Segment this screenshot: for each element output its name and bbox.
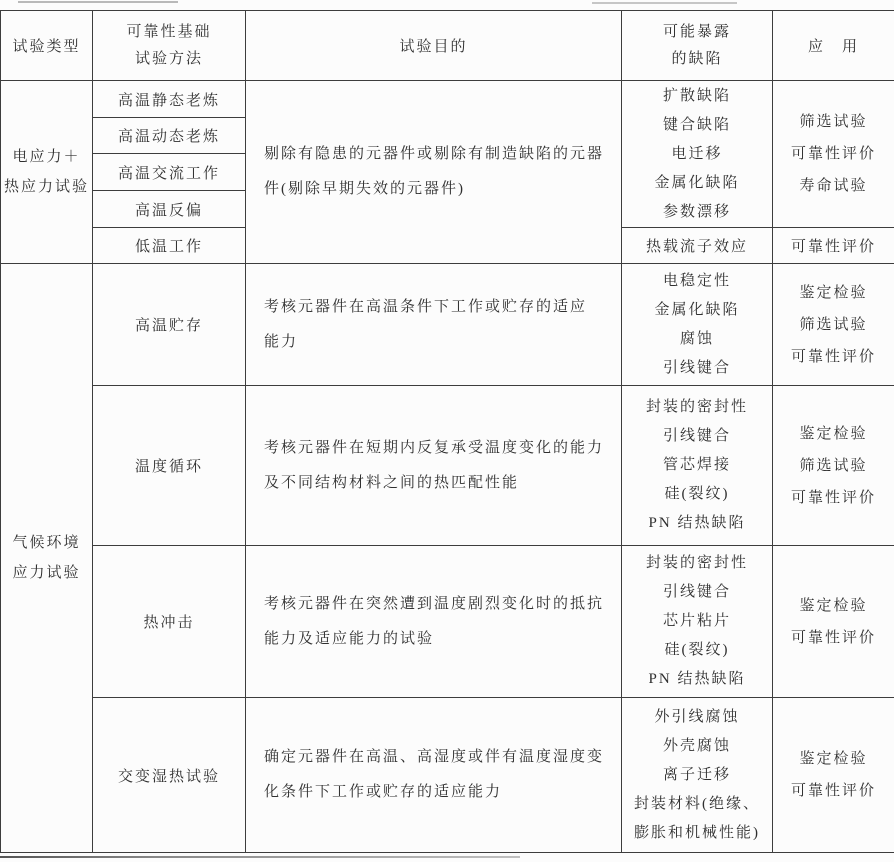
defect-line: 离子迁移 bbox=[662, 766, 731, 783]
table-bottom-double-rule bbox=[0, 856, 520, 858]
purpose-line: 件(剔除早期失效的元器件) bbox=[264, 181, 465, 197]
cell-defect-low-temp: 热载流子效应 bbox=[622, 228, 773, 264]
defect-line: 电迁移 bbox=[671, 145, 723, 162]
defect-line: 金属化缺陷 bbox=[654, 174, 740, 191]
cell-method: 低温工作 bbox=[93, 228, 246, 264]
cell-method: 高温贮存 bbox=[93, 264, 246, 386]
cell-purpose bbox=[246, 698, 622, 853]
reliability-test-table bbox=[0, 10, 894, 853]
defect-line: 扩散缺陷 bbox=[662, 87, 731, 104]
cell-type-group1 bbox=[1, 81, 93, 264]
defect-line: 外壳腐蚀 bbox=[662, 737, 731, 754]
cell-method: 高温反偏 bbox=[93, 191, 246, 228]
cell-applications bbox=[773, 264, 894, 386]
cell-purpose bbox=[246, 264, 622, 386]
defect-line: 引线键合 bbox=[662, 359, 731, 376]
header-method-line1: 可靠性基础 bbox=[126, 23, 212, 40]
defect-line: 金属化缺陷 bbox=[654, 301, 740, 318]
cell-type-group2 bbox=[1, 264, 93, 853]
purpose-line: 能力及适应能力的试验 bbox=[264, 630, 435, 647]
cell-applications bbox=[773, 546, 894, 698]
type-line: 热应力试验 bbox=[3, 179, 89, 195]
cell-method: 热冲击 bbox=[93, 546, 246, 698]
cell-method: 交变湿热试验 bbox=[93, 698, 246, 853]
type-line: 应力试验 bbox=[12, 565, 81, 581]
application-line: 可靠性评价 bbox=[790, 629, 876, 646]
application-line: 可靠性评价 bbox=[790, 348, 876, 365]
cell-applications bbox=[773, 386, 894, 546]
header-method bbox=[93, 11, 246, 81]
application-line: 筛选试验 bbox=[799, 457, 868, 474]
cell-defects bbox=[622, 698, 773, 853]
defect-line: 引线键合 bbox=[662, 584, 731, 600]
purpose-line: 确定元器件在高温、高湿度或伴有温度湿度变 bbox=[264, 749, 605, 765]
application-line: 可靠性评价 bbox=[790, 146, 876, 162]
defect-line: 键合缺陷 bbox=[662, 116, 731, 133]
defect-line: 腐蚀 bbox=[679, 330, 714, 347]
table-row bbox=[1, 546, 894, 698]
header-application: 应 用 bbox=[773, 11, 894, 81]
defect-line: 参数漂移 bbox=[662, 203, 731, 220]
purpose-line: 考核元器件在突然遭到温度剧烈变化时的抵抗 bbox=[264, 595, 605, 612]
table-row bbox=[1, 264, 894, 386]
header-row bbox=[1, 11, 894, 81]
header-defects bbox=[622, 11, 773, 81]
application-line: 可靠性评价 bbox=[790, 783, 876, 799]
cell-method: 温度循环 bbox=[93, 386, 246, 546]
defect-line: 电稳定性 bbox=[662, 272, 731, 289]
cell-defects bbox=[622, 386, 773, 546]
defect-line: 封装的密封性 bbox=[645, 399, 748, 415]
purpose-line: 考核元器件在高温条件下工作或贮存的适应 bbox=[264, 298, 588, 315]
cell-purpose bbox=[246, 546, 622, 698]
type-line: 气候环境 bbox=[12, 535, 81, 551]
defect-line: 硅(裂纹) bbox=[664, 486, 730, 502]
table-row bbox=[1, 698, 894, 853]
cell-method: 高温动态老炼 bbox=[93, 118, 246, 154]
scan-artifact-top-left bbox=[18, 1, 178, 3]
application-line: 鉴定检验 bbox=[799, 597, 868, 614]
header-defects-line2: 的缺陷 bbox=[671, 50, 723, 67]
application-line: 鉴定检验 bbox=[799, 751, 868, 767]
defect-line: 引线键合 bbox=[662, 428, 731, 444]
purpose-line: 剔除有隐患的元器件或剔除有制造缺陷的元器 bbox=[264, 146, 605, 162]
table-row bbox=[1, 81, 894, 118]
cell-applications bbox=[773, 698, 894, 853]
application-line: 筛选试验 bbox=[799, 114, 868, 130]
application-line: 鉴定检验 bbox=[799, 425, 868, 442]
defect-line: 封装材料(绝缘、 bbox=[634, 795, 760, 812]
application-line: 可靠性评价 bbox=[790, 489, 876, 506]
cell-defects-group1 bbox=[622, 81, 773, 228]
cell-application-low-temp: 可靠性评价 bbox=[773, 228, 894, 264]
purpose-line: 能力 bbox=[264, 333, 299, 350]
cell-purpose bbox=[246, 386, 622, 546]
type-line: 电应力＋ bbox=[12, 149, 81, 165]
header-method-line2: 试验方法 bbox=[134, 50, 203, 67]
cell-method: 高温静态老炼 bbox=[93, 81, 246, 118]
application-line: 鉴定检验 bbox=[799, 284, 868, 301]
cell-defects bbox=[622, 546, 773, 698]
cell-applications-group1 bbox=[773, 81, 894, 228]
defect-line: 管芯焊接 bbox=[662, 457, 731, 473]
application-line: 筛选试验 bbox=[799, 316, 868, 333]
header-test-type: 试验类型 bbox=[1, 11, 93, 81]
defect-line: PN 结热缺陷 bbox=[648, 671, 746, 687]
defect-line: 封装的密封性 bbox=[645, 555, 748, 571]
cell-method: 高温交流工作 bbox=[93, 154, 246, 191]
defect-line: PN 结热缺陷 bbox=[648, 515, 746, 531]
application-line: 寿命试验 bbox=[799, 178, 868, 194]
table-row bbox=[1, 386, 894, 546]
defect-line: 膨胀和机械性能) bbox=[634, 824, 760, 841]
defect-line: 芯片粘片 bbox=[662, 613, 731, 629]
scan-artifact-top-right bbox=[592, 2, 737, 4]
defect-line: 硅(裂纹) bbox=[664, 642, 730, 658]
header-defects-line1: 可能暴露 bbox=[662, 23, 731, 40]
purpose-line: 考核元器件在短期内反复承受温度变化的能力 bbox=[264, 439, 605, 456]
defect-line: 外引线腐蚀 bbox=[654, 708, 740, 725]
cell-defects bbox=[622, 264, 773, 386]
purpose-line: 化条件下工作或贮存的适应能力 bbox=[264, 784, 503, 800]
cell-purpose-group1 bbox=[246, 81, 622, 264]
header-purpose: 试验目的 bbox=[246, 11, 622, 81]
purpose-line: 及不同结构材料之间的热匹配性能 bbox=[264, 474, 520, 491]
